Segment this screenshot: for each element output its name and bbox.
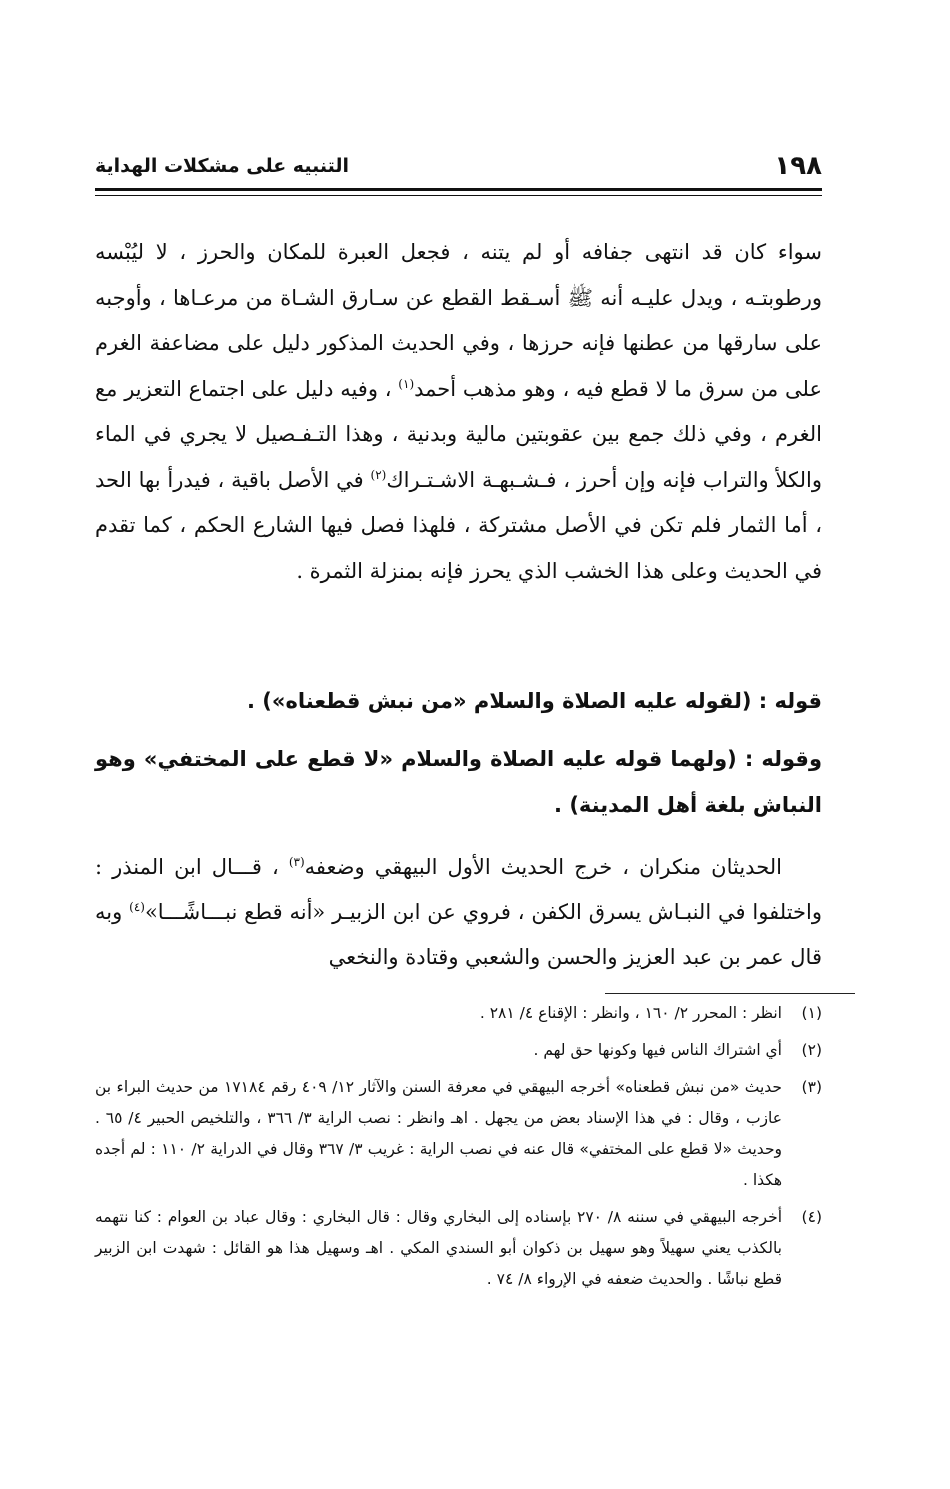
page-number: ١٩٨ bbox=[774, 151, 822, 181]
footnote-text: حديث «من نبش قطعناه» أخرجه البيهقي في معرفة السنن والآثار ١٢/ ٤٠٩ رقم ١٧١٨٤ من حديث البراء بن عازب ، وقال : في هذا الإسناد بعض من يجهل . اهـ وانظر : نصب الراية ٣/ ٣٦٦ ، والتلخيص الحبير ٤/ ٦٥ . وحديث «لا قطع على المختفي» قال عنه في نصب الراية : غريب ٣/ ٣٦٧ وقال في الدراية ٢/ ١١٠ : لم أجده هكذا . bbox=[95, 1078, 783, 1189]
book-title: التنبيه على مشكلات الهداية bbox=[95, 155, 349, 177]
footnote-number: (٢) bbox=[801, 1041, 822, 1059]
paragraph-text: ، قـــال ابن المنذر : واختلفوا في النبـاش يسرق الكفن ، فروي عن ابن الزبيـر «أنه قطع نبـــاشًـــا» bbox=[95, 855, 822, 924]
footnote-separator bbox=[605, 993, 855, 994]
paragraph-text: وبه قال عمر بن عبد العزيز والحسن والشعبي وقتادة والنخعي bbox=[95, 900, 822, 969]
footnote-ref-4[interactable]: (٤) bbox=[129, 900, 145, 914]
main-paragraph-2 bbox=[95, 845, 822, 980]
quote-lead: وقوله : bbox=[744, 747, 822, 771]
main-paragraph-1 bbox=[95, 230, 822, 594]
header-rule-thin bbox=[95, 195, 822, 196]
footnote-text: أي اشتراك الناس فيها وكونها حق لهم . bbox=[533, 1041, 782, 1059]
footnote-1 bbox=[95, 998, 822, 1029]
header-rule-thick bbox=[95, 188, 822, 191]
footnotes bbox=[95, 998, 822, 1301]
footnote-ref-3[interactable]: (٣) bbox=[288, 855, 305, 869]
paragraph-text: سواء كان قد انتهى جفافه أو لم يتنه ، فجعل العبرة للمكان والحرز ، لا ليُبْسه ورطوبتـه ، ويدل عليـه أنه ﷺ أسـقط القطع عن سـارق الشـاة من مرعـاها ، وأوجبه على سارقها من عطنها فإنه حرزها ، وفي الحديث المذكور دليل على مضاعفة الغرم على من سرق ما لا قطع فيه ، وهو مذهب أحمد bbox=[95, 240, 822, 401]
footnote-ref-2[interactable]: (٢) bbox=[370, 467, 387, 482]
paragraph-text: الحديثان منكران ، خرج الحديث الأول البيهقي وضعفه bbox=[304, 855, 782, 879]
quote-text: (ولهما قوله عليه الصلاة والسلام «لا قطع على المختفي» وهو النباش بلغة أهل المدينة) . bbox=[95, 747, 822, 817]
quoted-text-2 bbox=[95, 736, 822, 828]
quoted-text-1 bbox=[95, 678, 822, 724]
footnote-4 bbox=[95, 1202, 822, 1295]
quote-text: (لقوله عليه الصلاة والسلام «من نبش قطعناه») . bbox=[247, 689, 752, 713]
footnote-text: أخرجه البيهقي في سننه ٨/ ٢٧٠ بإسناده إلى البخاري وقال : قال البخاري : وقال عباد بن العوام : كنا نتهمه بالكذب يعني سهيلاً وهو سهيل بن ذكوان أبو السندي المكي . اهـ وسهيل هذا هو القائل : شهدت ابن الزبير قطع نباشًا . والحديث ضعفه في الإرواء ٨/ ٧٤ . bbox=[95, 1208, 782, 1288]
footnote-2 bbox=[95, 1035, 822, 1066]
quote-lead: قوله : bbox=[758, 689, 822, 713]
footnote-text: انظر : المحرر ٢/ ١٦٠ ، وانظر : الإقناع ٤/ ٢٨١ . bbox=[479, 1004, 782, 1022]
paragraph-text: ، وفيه دليل على اجتماع التعزير مع الغرم ، وفي ذلك جمع بين عقوبتين مالية وبدنية ، وهذا التـفـصيل لا يجري في الماء والكلأ والتراب فإنه وإن أحرز ، فـشـبهـة الاشـتـراك bbox=[95, 376, 822, 492]
footnote-number: (٤) bbox=[801, 1208, 822, 1226]
footnote-number: (١) bbox=[801, 1004, 822, 1022]
footnote-number: (٣) bbox=[801, 1078, 822, 1096]
footnote-3 bbox=[95, 1072, 822, 1196]
page-header bbox=[95, 150, 822, 182]
paragraph-text: في الأصل باقية ، فيدرأ بها الحد ، أما الثمار فلم تكن في الأصل مشتركة ، فلهذا فصل فيها الشارع الحكم ، كما تقدم في الحديث وعلى هذا الخشب الذي يحرز فإنه بمنزلة الثمرة . bbox=[95, 467, 822, 583]
footnote-ref-1[interactable]: (١) bbox=[398, 376, 415, 391]
